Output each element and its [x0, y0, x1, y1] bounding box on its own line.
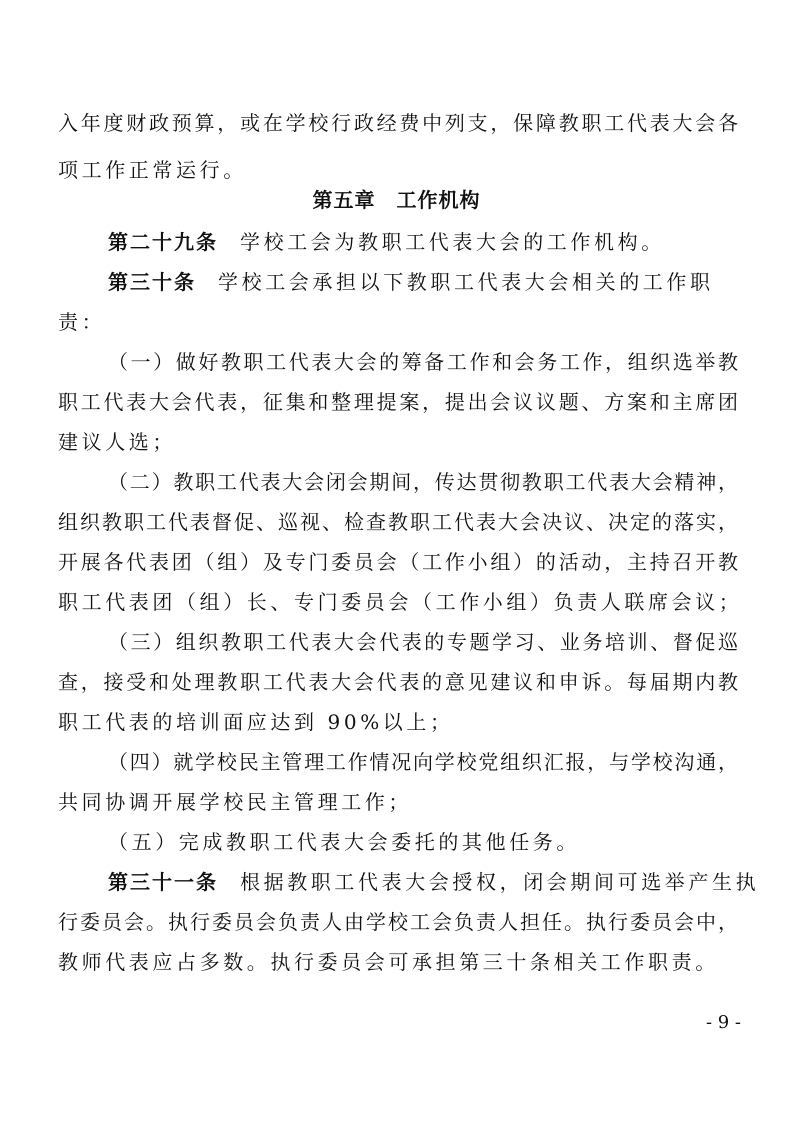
article-31: [108, 870, 760, 894]
article-30: [108, 270, 738, 294]
list-item-line: 职工代表团（组）长、专门委员会（工作小组）负责人联席会议；: [58, 590, 743, 614]
article-29: [108, 230, 738, 254]
list-item-line: 职工代表大会代表，征集和整理提案，提出会议议题、方案和主席团: [58, 390, 738, 414]
article-text: 学校工会为教职工代表大会的工作机构。: [240, 230, 665, 254]
list-item-line: （一）做好教职工代表大会的筹备工作和会务工作，组织选举教: [108, 350, 738, 374]
list-item-line: 共同协调开展学校民主管理工作；: [58, 790, 412, 814]
article-text: 学校工会承担以下教职工代表大会相关的工作职: [218, 270, 714, 294]
list-item-line: （四）就学校民主管理工作情况向学校党组织汇报，与学校沟通，: [108, 750, 738, 774]
paragraph-line: 责：: [58, 310, 106, 334]
article-label: 第二十九条: [108, 230, 218, 254]
paragraph-line: 行委员会。执行委员会负责人由学校工会负责人担任。执行委员会中，: [58, 910, 738, 934]
list-item-line: 组织教职工代表督促、巡视、检查教职工代表大会决议、决定的落实，: [58, 510, 738, 534]
paragraph-line: 项工作正常运行。: [58, 158, 247, 182]
list-item-line: （三）组织教职工代表大会代表的专题学习、业务培训、督促巡: [108, 630, 738, 654]
article-label: 第三十一条: [108, 870, 218, 894]
article-label: 第三十条: [108, 270, 196, 294]
chapter-heading: 第五章 工作机构: [312, 188, 481, 212]
list-item-line: 开展各代表团（组）及专门委员会（工作小组）的活动，主持召开教: [58, 550, 738, 574]
list-item-line: 建议人选；: [58, 430, 176, 454]
list-item-line: 查，接受和处理教职工代表大会代表的意见建议和申诉。每届期内教: [58, 670, 738, 694]
paragraph-line: 教师代表应占多数。执行委员会可承担第三十条相关工作职责。: [58, 950, 719, 974]
list-item-line: 职工代表的培训面应达到 90%以上；: [58, 710, 454, 734]
page-number: - 9 -: [705, 1012, 741, 1033]
article-text: 根据教职工代表大会授权，闭会期间可选举产生执: [240, 870, 760, 894]
list-item-line: （二）教职工代表大会闭会期间，传达贯彻教职工代表大会精神，: [108, 470, 738, 494]
paragraph-line: 入年度财政预算，或在学校行政经费中列支，保障教职工代表大会各: [58, 111, 738, 135]
list-item-line: （五）完成教职工代表大会委托的其他任务。: [108, 830, 580, 854]
